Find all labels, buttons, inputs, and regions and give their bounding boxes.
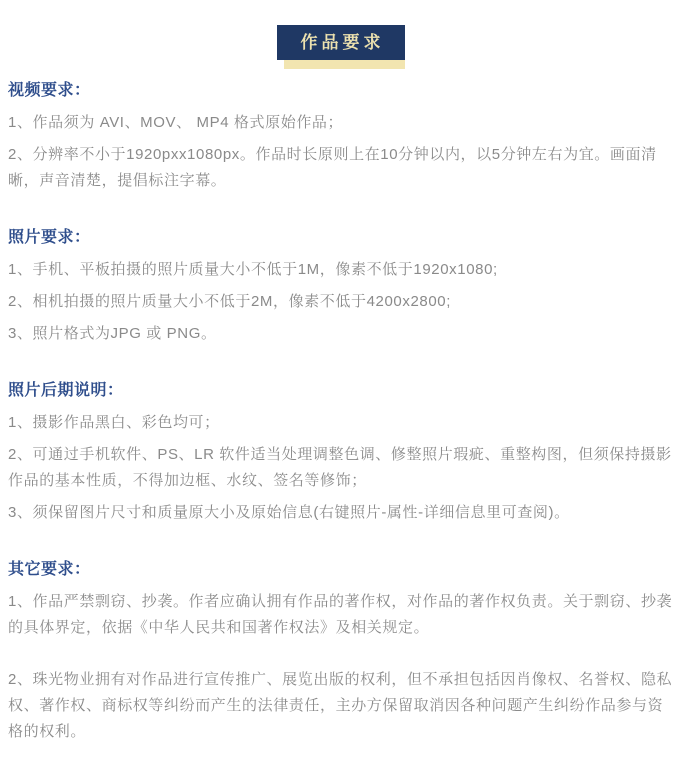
page-title: 作品要求 (277, 25, 405, 60)
section-video-requirements (8, 79, 673, 194)
title-badge (277, 25, 405, 69)
list-item: 2、珠光物业拥有对作品进行宣传推广、展览出版的权利，但不承担包括因肖像权、名誉权、隐私权、著作权、商标权等纠纷而产生的法律责任，主办方保留取消因各种问题产生纠纷作品参与资格的权利。 (8, 671, 673, 740)
title-underline-bar (284, 60, 405, 69)
section-heading-photo: 照片要求： (8, 229, 91, 246)
section-heading-video: 视频要求： (8, 82, 91, 99)
section-photo-requirements (8, 226, 673, 347)
list-item: 3、须保留图片尺寸和质量原大小及原始信息(右键照片-属性-详细信息里可查阅)。 (8, 504, 570, 521)
title-badge-row (8, 25, 673, 69)
photo-requirements-list (8, 257, 673, 347)
list-item: 1、作品须为 AVI、MOV、 MP4 格式原始作品； (8, 114, 344, 131)
list-item: 1、手机、平板拍摄的照片质量大小不低于1M，像素不低于1920x1080; (8, 261, 498, 278)
list-item: 1、摄影作品黑白、彩色均可； (8, 414, 220, 431)
section-heading-other: 其它要求： (8, 561, 91, 578)
other-requirements-list (8, 589, 673, 745)
section-photo-postprocess-notes (8, 379, 673, 526)
list-item: 1、作品严禁剽窃、抄袭。作者应确认拥有作品的著作权，对作品的著作权负责。关于剽窃、抄袭的具体界定，依据《中华人民共和国著作权法》及相关规定。 (8, 593, 673, 636)
list-item: 2、分辨率不小于1920pxx1080px。作品时长原则上在10分钟以内，以5分钟左右为宜。画面清晰，声音清楚，提倡标注字幕。 (8, 146, 657, 189)
section-heading-postprocess: 照片后期说明： (8, 382, 124, 399)
section-other-requirements (8, 558, 673, 745)
list-item: 3、照片格式为JPG 或 PNG。 (8, 325, 217, 342)
video-requirements-list (8, 110, 673, 194)
postprocess-notes-list (8, 410, 673, 526)
list-item: 2、可通过手机软件、PS、LR 软件适当处理调整色调、修整照片瑕疵、重整构图，但须保持摄影作品的基本性质，不得加边框、水纹、签名等修饰； (8, 446, 672, 489)
list-item: 2、相机拍摄的照片质量大小不低于2M，像素不低于4200x2800; (8, 293, 451, 310)
